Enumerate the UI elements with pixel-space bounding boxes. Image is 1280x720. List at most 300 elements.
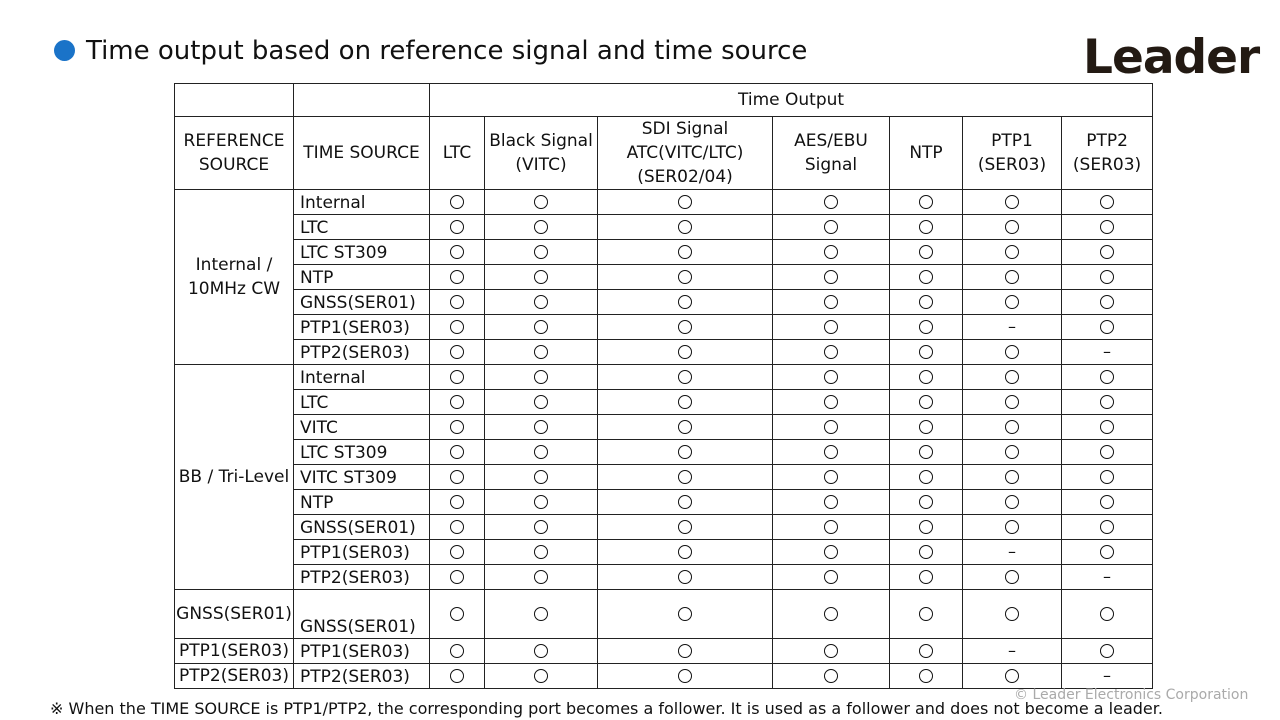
supported-cell [598, 639, 773, 664]
supported-cell [485, 465, 598, 490]
circle-icon [534, 669, 548, 683]
circle-icon [824, 245, 838, 259]
circle-icon [450, 445, 464, 459]
supported-cell [890, 215, 963, 240]
circle-icon [919, 295, 933, 309]
supported-cell [890, 490, 963, 515]
supported-cell [773, 265, 890, 290]
supported-cell [598, 490, 773, 515]
circle-icon [450, 395, 464, 409]
supported-cell [430, 390, 485, 415]
supported-cell [890, 590, 963, 639]
circle-icon [919, 345, 933, 359]
circle-icon [824, 345, 838, 359]
supported-cell [890, 639, 963, 664]
supported-cell [773, 664, 890, 689]
circle-icon [450, 495, 464, 509]
circle-icon [678, 445, 692, 459]
circle-icon [824, 395, 838, 409]
supported-cell [773, 290, 890, 315]
circle-icon [919, 644, 933, 658]
supported-cell [485, 390, 598, 415]
supported-cell [598, 664, 773, 689]
unsupported-cell [1062, 565, 1153, 590]
supported-cell [1062, 639, 1153, 664]
circle-icon [534, 345, 548, 359]
supported-cell [963, 415, 1062, 440]
reference-source-header: REFERENCE SOURCE [175, 117, 294, 190]
supported-cell [485, 315, 598, 340]
circle-icon [919, 669, 933, 683]
supported-cell [890, 315, 963, 340]
circle-icon [678, 495, 692, 509]
circle-icon [450, 470, 464, 484]
circle-icon [919, 220, 933, 234]
circle-icon [1100, 220, 1114, 234]
supported-cell [963, 515, 1062, 540]
page-title: Time output based on reference signal and time source [86, 36, 808, 66]
circle-icon [919, 545, 933, 559]
circle-icon [1100, 245, 1114, 259]
table-row [175, 540, 1153, 565]
supported-cell [430, 290, 485, 315]
circle-icon [919, 445, 933, 459]
supported-cell [1062, 465, 1153, 490]
supported-cell [1062, 240, 1153, 265]
dash-mark: – [1103, 666, 1112, 685]
supported-cell [430, 215, 485, 240]
circle-icon [919, 245, 933, 259]
time-source-cell: Internal [294, 190, 430, 215]
circle-icon [824, 420, 838, 434]
supported-cell [1062, 415, 1153, 440]
supported-cell [890, 265, 963, 290]
supported-cell [598, 265, 773, 290]
supported-cell [598, 415, 773, 440]
supported-cell [598, 290, 773, 315]
supported-cell [598, 340, 773, 365]
circle-icon [1100, 520, 1114, 534]
supported-cell [430, 190, 485, 215]
reference-source-cell: GNSS(SER01) [175, 590, 294, 639]
circle-icon [1005, 570, 1019, 584]
circle-icon [824, 370, 838, 384]
supported-cell [890, 240, 963, 265]
supported-cell [1062, 190, 1153, 215]
circle-icon [450, 270, 464, 284]
unsupported-cell [963, 540, 1062, 565]
circle-icon [824, 195, 838, 209]
time-source-cell: GNSS(SER01) [294, 290, 430, 315]
supported-cell [430, 664, 485, 689]
dash-mark: – [1008, 317, 1016, 336]
time-source-cell: LTC ST309 [294, 240, 430, 265]
supported-cell [963, 590, 1062, 639]
supported-cell [773, 540, 890, 565]
circle-icon [534, 270, 548, 284]
reference-source-cell: PTP1(SER03) [175, 639, 294, 664]
supported-cell [598, 240, 773, 265]
supported-cell [963, 215, 1062, 240]
supported-cell [430, 590, 485, 639]
supported-cell [1062, 590, 1153, 639]
time-source-cell: Internal [294, 365, 430, 390]
circle-icon [1100, 295, 1114, 309]
unsupported-cell [963, 639, 1062, 664]
table-row [175, 340, 1153, 365]
time-source-header: TIME SOURCE [294, 117, 430, 190]
circle-icon [1100, 644, 1114, 658]
supported-cell [890, 340, 963, 365]
supported-cell [963, 565, 1062, 590]
supported-cell [598, 390, 773, 415]
circle-icon [450, 295, 464, 309]
blank-header-cell [175, 84, 294, 117]
column-header: SDI Signal ATC(VITC/LTC) (SER02/04) [598, 117, 773, 190]
circle-icon [450, 570, 464, 584]
unsupported-cell [1062, 340, 1153, 365]
circle-icon [1005, 270, 1019, 284]
leader-logo: Leader [1083, 30, 1260, 85]
circle-icon [824, 295, 838, 309]
circle-icon [678, 220, 692, 234]
supported-cell [430, 515, 485, 540]
circle-icon [919, 270, 933, 284]
time-source-cell: GNSS(SER01) [294, 590, 430, 639]
supported-cell [430, 465, 485, 490]
circle-icon [534, 420, 548, 434]
table-row [175, 565, 1153, 590]
supported-cell [485, 365, 598, 390]
table-row [175, 490, 1153, 515]
circle-icon [919, 195, 933, 209]
column-header: PTP2 (SER03) [1062, 117, 1153, 190]
time-source-cell: NTP [294, 490, 430, 515]
circle-icon [678, 470, 692, 484]
circle-icon [678, 420, 692, 434]
supported-cell [1062, 290, 1153, 315]
supported-cell [485, 540, 598, 565]
supported-cell [963, 390, 1062, 415]
supported-cell [598, 215, 773, 240]
supported-cell [773, 639, 890, 664]
circle-icon [534, 470, 548, 484]
circle-icon [534, 195, 548, 209]
supported-cell [485, 340, 598, 365]
circle-icon [678, 295, 692, 309]
circle-icon [919, 570, 933, 584]
dash-mark: – [1103, 342, 1112, 361]
circle-icon [450, 320, 464, 334]
supported-cell [430, 540, 485, 565]
supported-cell [963, 465, 1062, 490]
circle-icon [824, 644, 838, 658]
supported-cell [890, 365, 963, 390]
circle-icon [450, 245, 464, 259]
time-source-cell: PTP2(SER03) [294, 565, 430, 590]
circle-icon [1100, 495, 1114, 509]
supported-cell [430, 639, 485, 664]
circle-icon [1005, 395, 1019, 409]
supported-cell [485, 265, 598, 290]
circle-icon [1100, 607, 1114, 621]
supported-cell [485, 490, 598, 515]
circle-icon [534, 520, 548, 534]
supported-cell [430, 415, 485, 440]
supported-cell [430, 315, 485, 340]
supported-cell [430, 340, 485, 365]
circle-icon [678, 195, 692, 209]
table-row [175, 664, 1153, 689]
circle-icon [1005, 370, 1019, 384]
dash-mark: – [1008, 542, 1016, 561]
circle-icon [678, 270, 692, 284]
supported-cell [598, 565, 773, 590]
footnote: ※ When the TIME SOURCE is PTP1/PTP2, the corresponding port becomes a follower. It is used as a follower and does not become a leader. [50, 699, 1163, 718]
supported-cell [773, 415, 890, 440]
supported-cell [485, 290, 598, 315]
circle-icon [534, 370, 548, 384]
table-row [175, 265, 1153, 290]
reference-source-cell: PTP2(SER03) [175, 664, 294, 689]
supported-cell [963, 340, 1062, 365]
supported-cell [773, 490, 890, 515]
circle-icon [824, 669, 838, 683]
circle-icon [450, 345, 464, 359]
circle-icon [1005, 470, 1019, 484]
time-source-cell: NTP [294, 265, 430, 290]
circle-icon [1005, 420, 1019, 434]
supported-cell [963, 190, 1062, 215]
circle-icon [1005, 495, 1019, 509]
supported-cell [598, 315, 773, 340]
supported-cell [773, 390, 890, 415]
supported-cell [430, 365, 485, 390]
circle-icon [824, 545, 838, 559]
copyright: © Leader Electronics Corporation [1014, 687, 1249, 703]
supported-cell [598, 365, 773, 390]
circle-icon [534, 495, 548, 509]
circle-icon [919, 395, 933, 409]
circle-icon [1005, 295, 1019, 309]
circle-icon [919, 520, 933, 534]
circle-icon [450, 220, 464, 234]
circle-icon [678, 607, 692, 621]
column-header: Black Signal (VITC) [485, 117, 598, 190]
supported-cell [773, 315, 890, 340]
circle-icon [534, 295, 548, 309]
time-source-cell: LTC [294, 215, 430, 240]
supported-cell [890, 290, 963, 315]
supported-cell [963, 664, 1062, 689]
circle-icon [1100, 470, 1114, 484]
circle-icon [534, 607, 548, 621]
supported-cell [1062, 315, 1153, 340]
supported-cell [890, 664, 963, 689]
time-source-cell: GNSS(SER01) [294, 515, 430, 540]
circle-icon [678, 245, 692, 259]
circle-icon [678, 669, 692, 683]
supported-cell [485, 240, 598, 265]
supported-cell [485, 515, 598, 540]
dash-mark: – [1103, 567, 1112, 586]
circle-icon [824, 607, 838, 621]
table-row [175, 215, 1153, 240]
circle-icon [534, 570, 548, 584]
supported-cell [773, 240, 890, 265]
supported-cell [485, 639, 598, 664]
time-source-cell: PTP2(SER03) [294, 664, 430, 689]
supported-cell [890, 415, 963, 440]
time-output-table [174, 83, 1153, 689]
supported-cell [773, 440, 890, 465]
circle-icon [534, 245, 548, 259]
circle-icon [1005, 220, 1019, 234]
supported-cell [963, 440, 1062, 465]
supported-cell [890, 540, 963, 565]
circle-icon [678, 644, 692, 658]
supported-cell [890, 515, 963, 540]
circle-icon [678, 570, 692, 584]
table-row [175, 465, 1153, 490]
supported-cell [598, 440, 773, 465]
supported-cell [773, 565, 890, 590]
supported-cell [963, 490, 1062, 515]
table-row [175, 315, 1153, 340]
circle-icon [824, 445, 838, 459]
circle-icon [534, 320, 548, 334]
circle-icon [534, 445, 548, 459]
supported-cell [485, 664, 598, 689]
supported-cell [773, 215, 890, 240]
supported-cell [598, 515, 773, 540]
reference-source-cell: Internal / 10MHz CW [175, 190, 294, 365]
time-source-cell: VITC [294, 415, 430, 440]
circle-icon [1100, 320, 1114, 334]
supported-cell [890, 465, 963, 490]
circle-icon [1005, 445, 1019, 459]
table-row [175, 365, 1153, 390]
circle-icon [824, 320, 838, 334]
supported-cell [485, 215, 598, 240]
circle-icon [1100, 195, 1114, 209]
circle-icon [1005, 669, 1019, 683]
supported-cell [1062, 215, 1153, 240]
circle-icon [1005, 607, 1019, 621]
circle-icon [534, 545, 548, 559]
supported-cell [598, 190, 773, 215]
circle-icon [678, 320, 692, 334]
circle-icon [678, 370, 692, 384]
supported-cell [485, 565, 598, 590]
circle-icon [450, 669, 464, 683]
supported-cell [773, 515, 890, 540]
circle-icon [450, 644, 464, 658]
supported-cell [773, 340, 890, 365]
circle-icon [1005, 345, 1019, 359]
column-header: AES/EBU Signal [773, 117, 890, 190]
supported-cell [1062, 540, 1153, 565]
circle-icon [824, 220, 838, 234]
table-row [175, 440, 1153, 465]
time-source-cell: PTP2(SER03) [294, 340, 430, 365]
column-header: LTC [430, 117, 485, 190]
supported-cell [598, 465, 773, 490]
supported-cell [598, 540, 773, 565]
circle-icon [1100, 370, 1114, 384]
circle-icon [919, 420, 933, 434]
table-row [175, 390, 1153, 415]
table-row [175, 590, 1153, 639]
circle-icon [450, 607, 464, 621]
circle-icon [450, 420, 464, 434]
table-row [175, 190, 1153, 215]
supported-cell [430, 265, 485, 290]
circle-icon [534, 220, 548, 234]
supported-cell [890, 190, 963, 215]
circle-icon [1005, 520, 1019, 534]
time-output-header: Time Output [430, 84, 1153, 117]
supported-cell [1062, 515, 1153, 540]
supported-cell [773, 190, 890, 215]
circle-icon [824, 470, 838, 484]
supported-cell [773, 590, 890, 639]
supported-cell [1062, 365, 1153, 390]
time-source-cell: LTC ST309 [294, 440, 430, 465]
circle-icon [678, 395, 692, 409]
time-source-cell: PTP1(SER03) [294, 315, 430, 340]
circle-icon [919, 495, 933, 509]
supported-cell [1062, 490, 1153, 515]
circle-icon [824, 570, 838, 584]
supported-cell [598, 590, 773, 639]
supported-cell [963, 265, 1062, 290]
supported-cell [963, 290, 1062, 315]
supported-cell [430, 440, 485, 465]
circle-icon [824, 520, 838, 534]
circle-icon [450, 195, 464, 209]
circle-icon [450, 545, 464, 559]
supported-cell [890, 565, 963, 590]
supported-cell [430, 490, 485, 515]
circle-icon [534, 644, 548, 658]
circle-icon [450, 370, 464, 384]
title-bullet [54, 40, 75, 61]
table-row [175, 639, 1153, 664]
supported-cell [1062, 390, 1153, 415]
circle-icon [1100, 420, 1114, 434]
blank-header-cell [294, 84, 430, 117]
supported-cell [1062, 440, 1153, 465]
supported-cell [890, 390, 963, 415]
supported-cell [773, 465, 890, 490]
table-row [175, 240, 1153, 265]
time-source-cell: PTP1(SER03) [294, 639, 430, 664]
supported-cell [890, 440, 963, 465]
supported-cell [485, 190, 598, 215]
table-row [175, 290, 1153, 315]
column-header: NTP [890, 117, 963, 190]
supported-cell [430, 240, 485, 265]
circle-icon [919, 470, 933, 484]
circle-icon [1100, 395, 1114, 409]
circle-icon [678, 520, 692, 534]
time-source-cell: VITC ST309 [294, 465, 430, 490]
circle-icon [1005, 245, 1019, 259]
circle-icon [1100, 445, 1114, 459]
supported-cell [485, 590, 598, 639]
supported-cell [485, 440, 598, 465]
